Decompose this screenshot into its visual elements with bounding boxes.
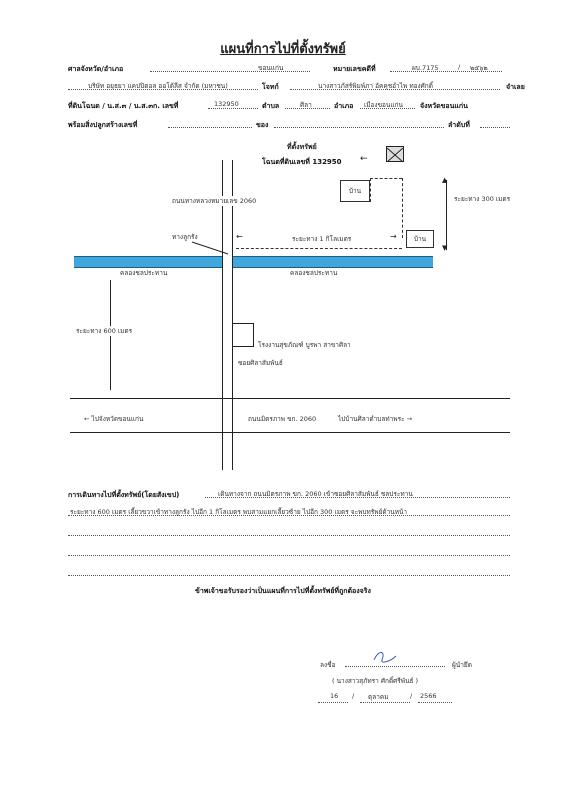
landmark-2: ซอยศิลาสัมพันธ์ (238, 359, 283, 367)
amphoe-value: เมืองขอนแก่น (364, 101, 403, 109)
path-dash-a (370, 178, 371, 202)
canal-right (233, 256, 433, 268)
canal-left-label: คลองชลประทาน (120, 269, 168, 277)
page-title: แผนที่การไปที่ตั้งทรัพย์ (220, 42, 346, 57)
canal-right-label: คลองชลประทาน (290, 269, 338, 277)
main-road-label: ถนนมิตรภาพ ขก. 2060 (248, 415, 317, 423)
directions-text-2: ระยะทาง 600 เมตร เลี้ยวขวาเข้าทางลูกรัง ไปอีก 1 กิโลเมตร พบสามแยกเลี้ยวซ้าย ไปอีก 300 เมตร จะพบทรัพย์ด้านหน้า (70, 508, 408, 516)
directions-line-3 (68, 526, 510, 536)
order-line (480, 118, 510, 128)
date-month: ตุลาคม (368, 693, 389, 701)
court-line (150, 62, 310, 72)
certify-text: ข้าพเจ้าขอรับรองว่าเป็นแผนที่การไปที่ตั้งทรัพย์ที่ถูกต้องจริง (195, 587, 371, 595)
village-road-label: ถนนทางหลวงหมายเลข 2060 (172, 197, 257, 205)
building-line (168, 118, 252, 128)
main-road-top (70, 398, 510, 399)
curve-pointer (190, 240, 230, 256)
amphoe-label: อำเภอ (334, 102, 354, 110)
land-label: ที่ดินโฉนด / น.ส.๓ / น.ส.๓ก. เลขที่ (68, 102, 179, 110)
distance-left: ระยะทาง 600 เมตร (76, 327, 133, 335)
main-road-bottom (70, 432, 510, 433)
arrow-down-icon: ▼ (442, 244, 448, 252)
directions-line-4 (68, 546, 510, 556)
arrow-right-icon: → (390, 232, 397, 241)
of-label: ของ (256, 121, 269, 129)
arrow-up-icon: ▲ (442, 176, 448, 184)
dir-left: ← ไปจังหวัดขอนแก่น (84, 415, 144, 423)
property-sub: โฉนดที่ดินเลขที่ 132950 (262, 158, 342, 166)
side-road-left-edge (222, 160, 223, 470)
defendant-label: จำเลย (506, 83, 525, 91)
canal-left (74, 256, 222, 268)
dir-right-text: ไปบ้านศิลาตำบลท่าพระ (338, 415, 405, 423)
case-value: ผบ.7175 (412, 64, 439, 72)
distance-1km: ระยะทาง 1 กิโลเมตร (292, 235, 352, 243)
curve-label: ทางลูกรัง (172, 233, 198, 241)
court-value: ขอนแก่น (258, 64, 284, 72)
case-label: หมายเลขคดีที่ (333, 65, 376, 73)
sign-name: ( นางสาวสุภัทรา ศักดิ์ศรีพันธ์ ) (332, 677, 419, 685)
property-marker-icon (386, 146, 404, 162)
signature-scribble (370, 648, 400, 668)
side-road-right-edge (232, 160, 233, 470)
directions-line-5 (68, 566, 510, 576)
path-dash-b (370, 178, 402, 179)
house-1: บ้าน (340, 180, 370, 202)
sign-role: ผู้นำยึด (452, 661, 472, 669)
directions-text-1: เดินทางจาก ถนนมิตรภาพ ขก. 2060 เข้าซอยศิลาสัมพันธ์ ชลประทาน (218, 490, 413, 498)
dir-right: ไปบ้านศิลาตำบลท่าพระ → (338, 415, 413, 423)
defendant-value: นางสาวภัสร์พิมพ์ภา อัคคุชอำไพ ทองศักดิ์ (318, 82, 433, 90)
building-label: พร้อมสิ่งปลูกสร้างเลขที่ (68, 121, 138, 129)
dir-left-text: ไปจังหวัดขอนแก่น (91, 415, 144, 423)
landmark-1: โรงงานสุขภัณฑ์ บูรพา สาขาศิลา (258, 341, 351, 349)
tambon-label: ตำบล (262, 102, 280, 110)
path-dash-d (236, 248, 402, 249)
plaintiff-value: บริษัท อยุธยา แคปปิตอล ออโต้ลีส จำกัด (มหาชน) (88, 82, 228, 90)
sign-label: ลงชื่อ (320, 661, 336, 669)
of-line (274, 118, 444, 128)
distance-marker-right (446, 180, 447, 250)
house-2: บ้าน (406, 230, 434, 248)
court-label: ศาลจังหวัด/อำเภอ (68, 65, 124, 73)
directions-label: การเดินทางไปที่ตั้งทรัพย์(โดยสังเขป) (68, 491, 180, 499)
order-label: ลำดับที่ (448, 121, 470, 129)
distance-top: ระยะทาง 300 เมตร (454, 195, 511, 203)
case-year: ๒๕๖๒ (470, 64, 488, 72)
property-label: ที่ตั้งทรัพย์ (287, 143, 317, 151)
path-dash-c (402, 178, 403, 238)
pointer-arrow-icon: ← (360, 154, 368, 164)
tambon-value: ศิลา (300, 101, 312, 109)
plaintiff-label: โจทก์ (262, 83, 279, 91)
land-value: 132950 (214, 100, 239, 108)
province-label: จังหวัดขอนแก่น (420, 102, 468, 110)
factory-marker (233, 323, 254, 347)
date-day: 16 (330, 692, 339, 700)
arrow-left-icon: ← (236, 232, 243, 241)
date-year: 2566 (420, 692, 437, 700)
